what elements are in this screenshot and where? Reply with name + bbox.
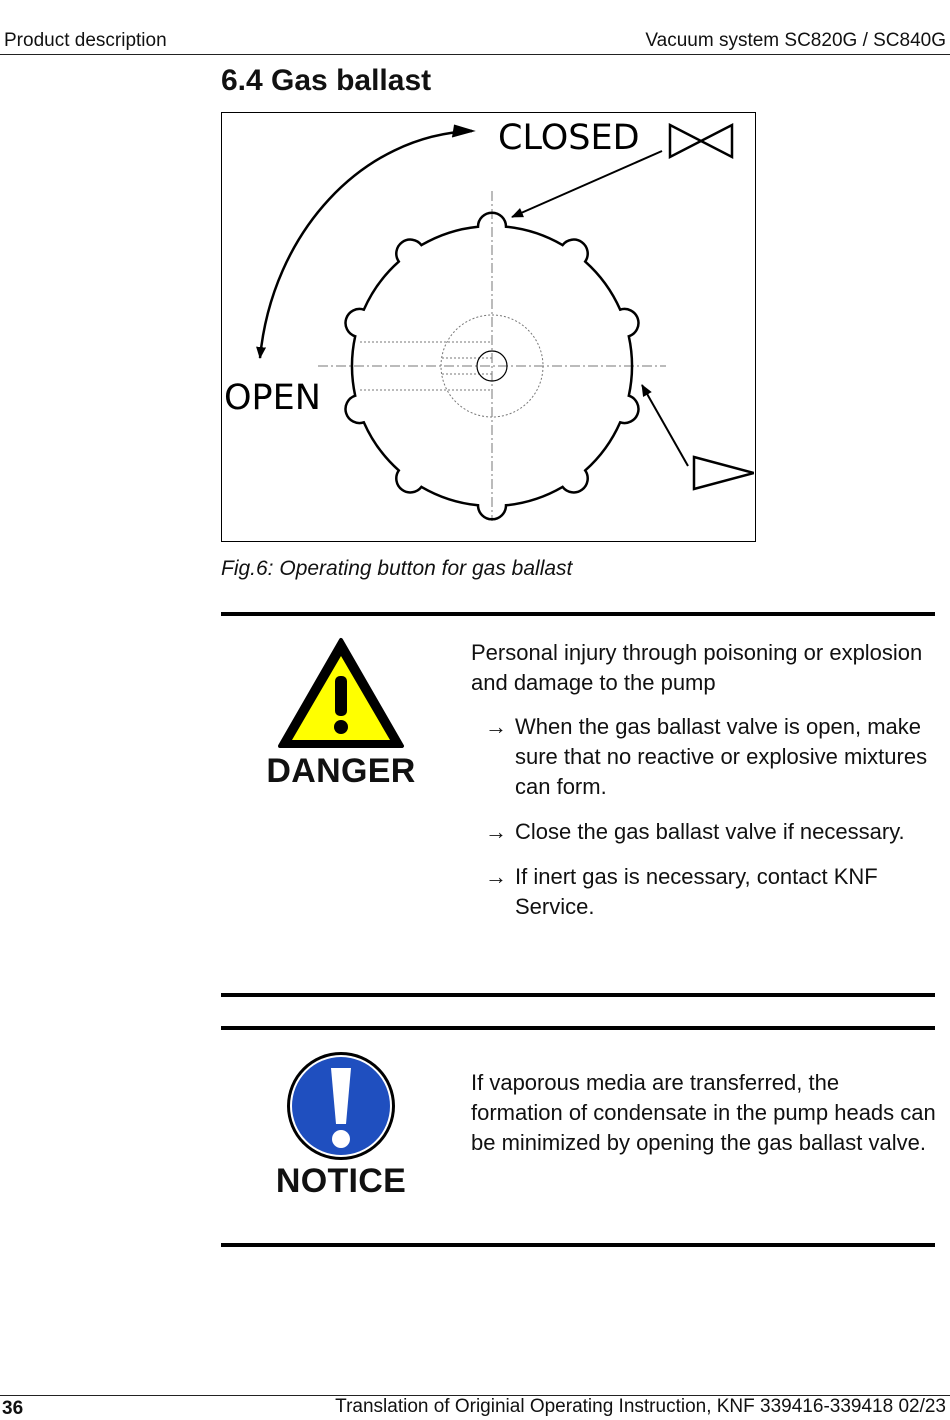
- danger-top-rule: [221, 612, 935, 616]
- footer-document-id: Translation of Originial Operating Instruction, KNF 339416-339418 02/23: [335, 1396, 946, 1417]
- closed-leader-arrow: [512, 151, 662, 217]
- label-closed: CLOSED: [498, 118, 640, 158]
- danger-step-text: Close the gas ballast valve if necessary.: [515, 819, 905, 844]
- gas-ballast-figure: [221, 112, 756, 542]
- notice-text: If vaporous media are transferred, the formation of condensate in the pump heads can be minimized by opening the gas ballast valve.: [471, 1070, 936, 1155]
- arrow-icon: →: [485, 819, 507, 844]
- header-divider: [0, 54, 950, 55]
- notice-bottom-rule: [221, 1243, 935, 1247]
- notice-top-rule: [221, 1026, 935, 1030]
- danger-step-text: If inert gas is necessary, contact KNF Service.: [515, 864, 878, 919]
- danger-sign: [262, 636, 420, 791]
- arrow-icon: →: [485, 714, 507, 739]
- label-open: OPEN: [224, 378, 321, 418]
- danger-title: Personal injury through poisoning or explosion and damage to the pump: [471, 640, 923, 695]
- notice-exclamation-icon: [285, 1050, 397, 1162]
- center-lines: [318, 191, 666, 521]
- open-leader-arrow: [642, 385, 688, 466]
- header-section-label: Product description: [4, 30, 167, 51]
- valve-open-symbol-icon: [694, 457, 754, 489]
- section-title: 6.4 Gas ballast: [221, 64, 432, 97]
- danger-message: [471, 638, 936, 937]
- danger-step: [471, 712, 936, 802]
- danger-step: [471, 862, 936, 922]
- danger-step: [471, 817, 936, 847]
- danger-bottom-rule: [221, 993, 935, 997]
- header-product-label: Vacuum system SC820G / SC840G: [645, 30, 946, 51]
- arrow-icon: →: [485, 864, 507, 889]
- figure-caption: Fig.6: Operating button for gas ballast: [221, 557, 573, 580]
- rotation-arc-arrow: [260, 131, 472, 358]
- notice-sign: [262, 1050, 420, 1201]
- valve-closed-symbol-icon: [670, 125, 732, 157]
- page-number: 36: [2, 1398, 24, 1419]
- danger-steps-list: [471, 712, 936, 922]
- danger-step-text: When the gas ballast valve is open, make sure that no reactive or explosive mixtures can form.: [515, 714, 928, 799]
- danger-signal-word: DANGER: [266, 752, 416, 790]
- warning-triangle-icon: [276, 636, 406, 750]
- notice-signal-word: NOTICE: [275, 1162, 407, 1200]
- gas-ballast-knob-drawing: [222, 113, 754, 540]
- rotation-arc-arrowhead: [452, 125, 474, 137]
- notice-message: [471, 1068, 936, 1158]
